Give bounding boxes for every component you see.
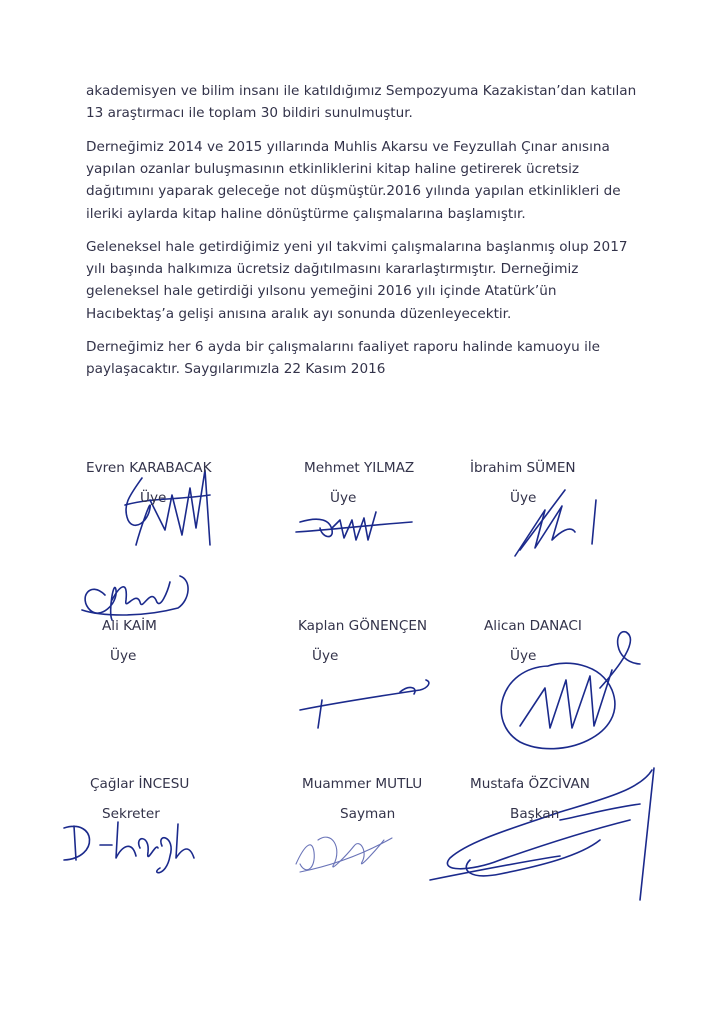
paragraph-4: Derneğimiz her 6 ayda bir çalışmalarını faaliyet raporu halinde kamuoyu ile paylaşacaktır. Saygılarımızla 22 Kasım 2016 [86,339,600,378]
signatory-name-4: Ali KAİM [102,618,157,634]
signatory-role-2: Üye [330,490,357,506]
signature-evren-karabacak [125,470,210,545]
signatory-role-7: Sekreter [102,806,160,822]
signatory-role-6: Üye [510,648,537,664]
signatory-name-3: İbrahim SÜMEN [470,460,576,476]
paragraph-1: akademisyen ve bilim insanı ile katıldığımız Sempozyuma Kazakistan’dan katılan 13 araştırmacı ile toplam 30 bildiri sunulmuştur. [86,83,637,122]
signatory-name-7: Çağlar İNCESU [90,776,190,792]
signature-mehmet-yilmaz [296,512,412,540]
signatory-role-9: Başkan [510,806,560,822]
signatory-role-8: Sayman [340,806,396,822]
signatory-name-5: Kaplan GÖNENÇEN [298,618,428,634]
signatory-name-6: Alican DANACI [484,618,582,634]
signatory-name-2: Mehmet YILMAZ [304,460,415,476]
signatory-role-4: Üye [110,648,137,664]
signatory-name-9: Mustafa ÖZCİVAN [470,776,590,792]
paragraph-3: Geleneksel hale getirdiğimiz yeni yıl takvimi çalışmalarına başlanmış olup 2017 yılı başında halkımıza ücretsiz dağıtılmasını kararlaştırmıştır. Derneğimiz geleneksel hale getirdiği yılsonu yemeğini 2016 yılı içinde Atatürk’ün Hacıbektaş’a gelişi anısına aralık ayı sonunda düzenleyecektir. [86,239,628,322]
signature-kaplan-gonencen [300,680,429,728]
signatory-name-1: Evren KARABACAK [86,460,212,476]
signatory-name-8: Muammer MUTLU [302,776,423,792]
signatory-role-5: Üye [312,648,339,664]
signatory-role-1: Üye [140,490,167,506]
signatory-role-3: Üye [510,490,537,506]
signature-caglar-incesu [64,822,194,873]
signature-muammer-mutlu [296,837,392,872]
paragraph-2: Derneğimiz 2014 ve 2015 yıllarında Muhlis Akarsu ve Feyzullah Çınar anısına yapılan ozanlar buluşmasının etkinliklerini kitap haline getirerek ücretsiz dağıtımını yaparak geleceğe not düşmüştür.2016 yılında yapılan etkinlikleri de ileriki aylarda kitap haline dönüştürme çalışmalarına başlamıştır. [86,139,621,222]
signature-ali-kaim [82,576,188,620]
